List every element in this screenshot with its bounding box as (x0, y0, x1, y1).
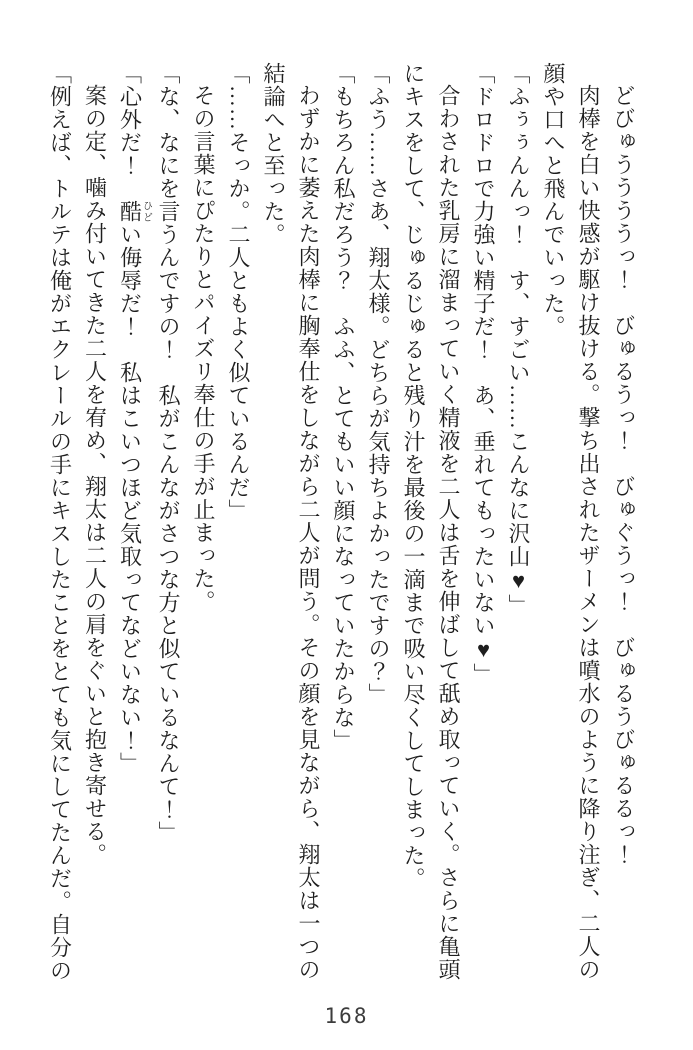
page-number: 168 (324, 1004, 369, 1028)
text-line: その言葉にぴたりとパイズリ奉仕の手が止まった。 (191, 84, 216, 613)
text-line: わずかに萎えた肉棒に胸奉仕をしながら二人が問う。その顔を見ながら、翔太は一つの結論へと至った。 (261, 62, 321, 981)
text-line: 「もちろん私だろう？ ふふ、とてもいい顔になっていたからな」 (331, 62, 356, 752)
text-line: 「……そっか。二人ともよく似ているんだ」 (226, 62, 251, 522)
text-line: 「ドロドロで力強い精子だ！ あ、垂れてもったいない♥」 (471, 62, 496, 686)
text-line: 合わされた乳房に溜まっていく精液を二人は舌を伸ばして舐め取っていく。さらに亀頭にキスをして、じゅるじゅると残り汁を最後の一滴まで吸い尽くしてしまった。 (401, 62, 461, 981)
text-line: 肉棒を白い快感が駆け抜ける。撃ち出されたザーメンは噴水のように降り注ぎ、二人の顔や口へと飛んでいった。 (541, 62, 601, 981)
text-line: 「な、なにを言うんですの！ 私がこんながさつな方と似ているなんて！」 (156, 62, 181, 844)
text-line: 案の定、噛み付いてきた二人を宥め、翔太は二人の肩をぐいと抱き寄せる。 (82, 84, 108, 866)
text-line: 「心外だ！ 酷ひどい侮辱だ！ 私はこいつほど気取ってなどいない！」 (117, 62, 152, 775)
text-line: どびゅううううっ！ びゅるうっ！ びゅぐうっ！ びゅるうびゅるるっ！ (611, 84, 636, 866)
vertical-text-block (43, 62, 642, 987)
text-line: 「ふぅぅんんっ！ す、すごい……こんなに沢山♥」 (506, 62, 531, 617)
text-line: 「ふう……さあ、翔太様。どちらが気持ちよかったですの？」 (366, 62, 391, 706)
text-line: 「例えば、トルテは俺がエクレールの手にキスしたことをとても気にしてたんだ。自分の (47, 62, 73, 982)
